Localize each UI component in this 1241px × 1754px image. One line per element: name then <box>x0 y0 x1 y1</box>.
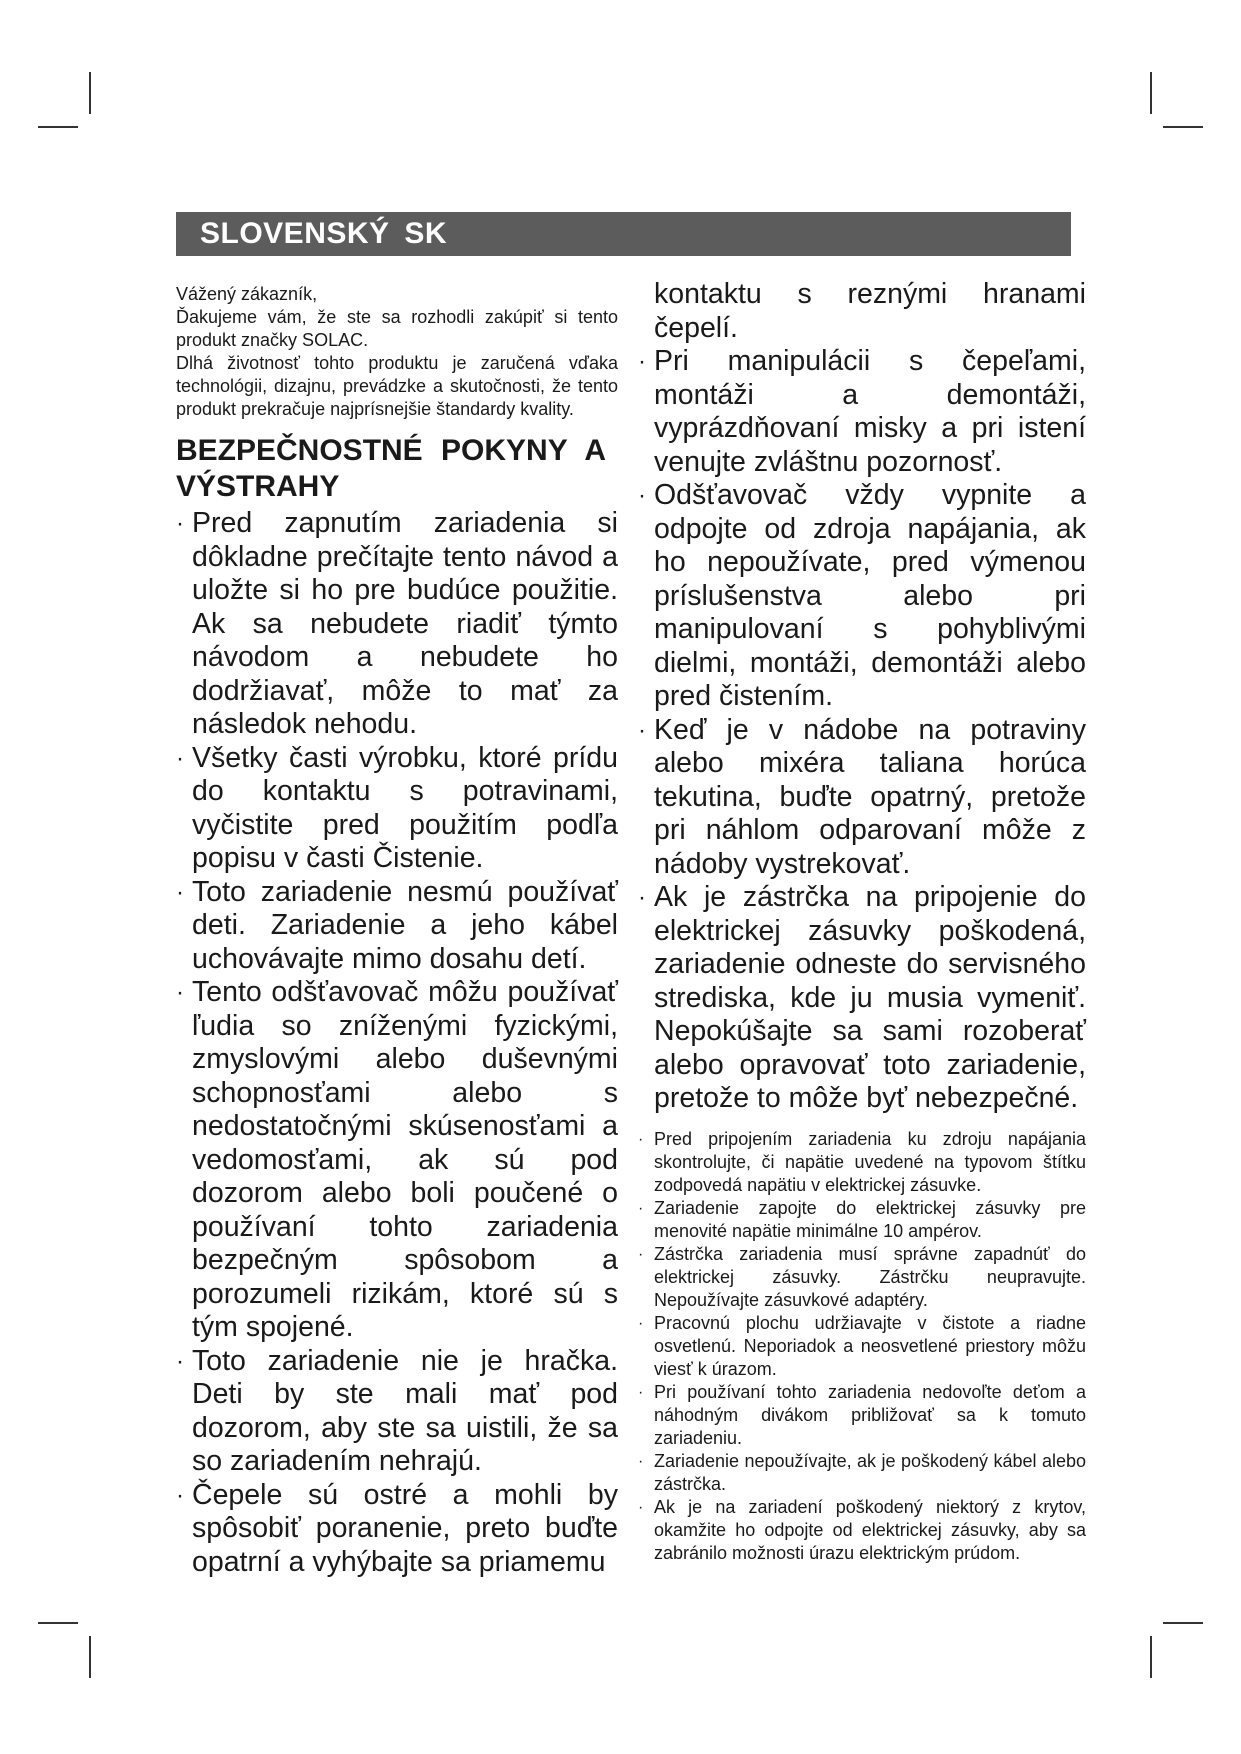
list-item: · Ak je zástrčka na pripojenie do elektrickej zásuvky poškodená, zariadenie odneste do servisného strediska, kde ju musia vymeniť. Nepokúšajte sa sami rozoberať alebo opravovať toto zariadenie, pretože to môže byť nebezpečné. <box>638 881 1086 1116</box>
intro-quality: Dlhá životnosť tohto produktu je zaručená vďaka technológii, dizajnu, prevádzke a skutočnosti, že tento produkt prekračuje najprísnejšie štandardy kvality. <box>176 353 618 419</box>
safety-heading: BEZPEČNOSTNÉ POKYNY A VÝSTRAHY <box>176 434 605 503</box>
list-item: · Odšťavovač vždy vypnite a odpojte od zdroja napájania, ak ho nepoužívate, pred výmenou príslušenstva alebo pri manipulovaní s pohyblivými dielmi, montáži, demontáži alebo pred čistením. <box>638 479 1086 714</box>
crop-mark-bottom-left-h <box>38 1622 78 1624</box>
crop-mark-top-right-v <box>1150 72 1152 114</box>
crop-mark-bottom-left-v <box>89 1636 91 1678</box>
crop-mark-top-left-v <box>89 72 91 114</box>
left-column <box>176 283 618 1579</box>
list-item: · Ak je na zariadení poškodený niektorý z krytov, okamžite ho odpojte od elektrickej zásuvky, aby sa zabránilo možnosti úrazu elektrickým prúdom. <box>638 1496 1086 1565</box>
list-item: · Zariadenie nepoužívajte, ak je poškodený kábel alebo zástrčka. <box>638 1450 1086 1496</box>
list-item: · Čepele sú ostré a mohli by spôsobiť poranenie, preto buďte opatrní a vyhýbajte sa priamemu <box>176 1479 618 1580</box>
crop-mark-top-left-h <box>38 126 78 128</box>
list-item: · Pred pripojením zariadenia ku zdroju napájania skontrolujte, či napätie uvedené na typovom štítku zodpovedá napätiu v elektrickej zásuvke. <box>638 1128 1086 1197</box>
crop-mark-bottom-right-v <box>1150 1636 1152 1678</box>
list-item-continuation: kontaktu s reznými hranami čepelí. <box>654 278 1086 344</box>
list-item: · Keď je v nádobe na potraviny alebo mixéra taliana horúca tekutina, buďte opatrný, pretože pri náhlom odparovaní môže z nádoby vystrekovať. <box>638 714 1086 882</box>
list-item: · Toto zariadenie nesmú používať deti. Zariadenie a jeho kábel uchovávajte mimo dosahu detí. <box>176 876 618 977</box>
list-item: · Pri manipulácii s čepeľami, montáži a demontáži, vyprázdňovaní misky a pri istení venujte zvláštnu pozornosť. <box>638 345 1086 479</box>
intro-thanks: Ďakujeme vám, že ste sa rozhodli zakúpiť si tento produkt značky SOLAC. <box>176 307 618 350</box>
list-item: · Zástrčka zariadenia musí správne zapadnúť do elektrickej zásuvky. Zástrčku neupravujte. Nepoužívajte zásuvkové adaptéry. <box>638 1243 1086 1312</box>
list-item: · Tento odšťavovač môžu používať ľudia so zníženými fyzickými, zmyslovými alebo duševnými schopnosťami alebo s nedostatočnými skúsenosťami a vedomosťami, ak sú pod dozorom alebo boli poučené o používaní tohto zariadenia bezpečným spôsobom a porozumeli rizikám, ktoré sú s tým spojené. <box>176 976 618 1345</box>
safety-list-right <box>638 345 1086 1116</box>
crop-mark-bottom-right-h <box>1163 1622 1203 1624</box>
list-item: · Pred zapnutím zariadenia si dôkladne prečítajte tento návod a uložte si ho pre budúce použitie. Ak sa nebudete riadiť týmto návodom a nebudete ho dodržiavať, môže to mať za následok nehodu. <box>176 507 618 742</box>
right-column <box>638 278 1086 1565</box>
crop-mark-top-right-h <box>1163 126 1203 128</box>
intro-greeting: Vážený zákazník, <box>176 284 318 304</box>
list-item: · Pracovnú plochu udržiavajte v čistote a riadne osvetlenú. Neporiadok a neosvetlené priestory môžu viesť k úrazom. <box>638 1312 1086 1381</box>
safety-list-small <box>638 1128 1086 1565</box>
list-item: · Všetky časti výrobku, ktoré prídu do kontaktu s potravinami, vyčistite pred použitím podľa popisu v časti Čistenie. <box>176 742 618 876</box>
list-item: · Pri používaní tohto zariadenia nedovoľte deťom a náhodným divákom približovať sa k tomuto zariadeniu. <box>638 1381 1086 1450</box>
language-header: SLOVENSKÝ SK <box>176 212 1071 256</box>
list-item: · Zariadenie zapojte do elektrickej zásuvky pre menovité napätie minimálne 10 ampérov. <box>638 1197 1086 1243</box>
list-item: · Toto zariadenie nie je hračka. Deti by ste mali mať pod dozorom, aby ste sa uistili, že sa so zariadením nehrajú. <box>176 1345 618 1479</box>
safety-list-left <box>176 507 618 1579</box>
